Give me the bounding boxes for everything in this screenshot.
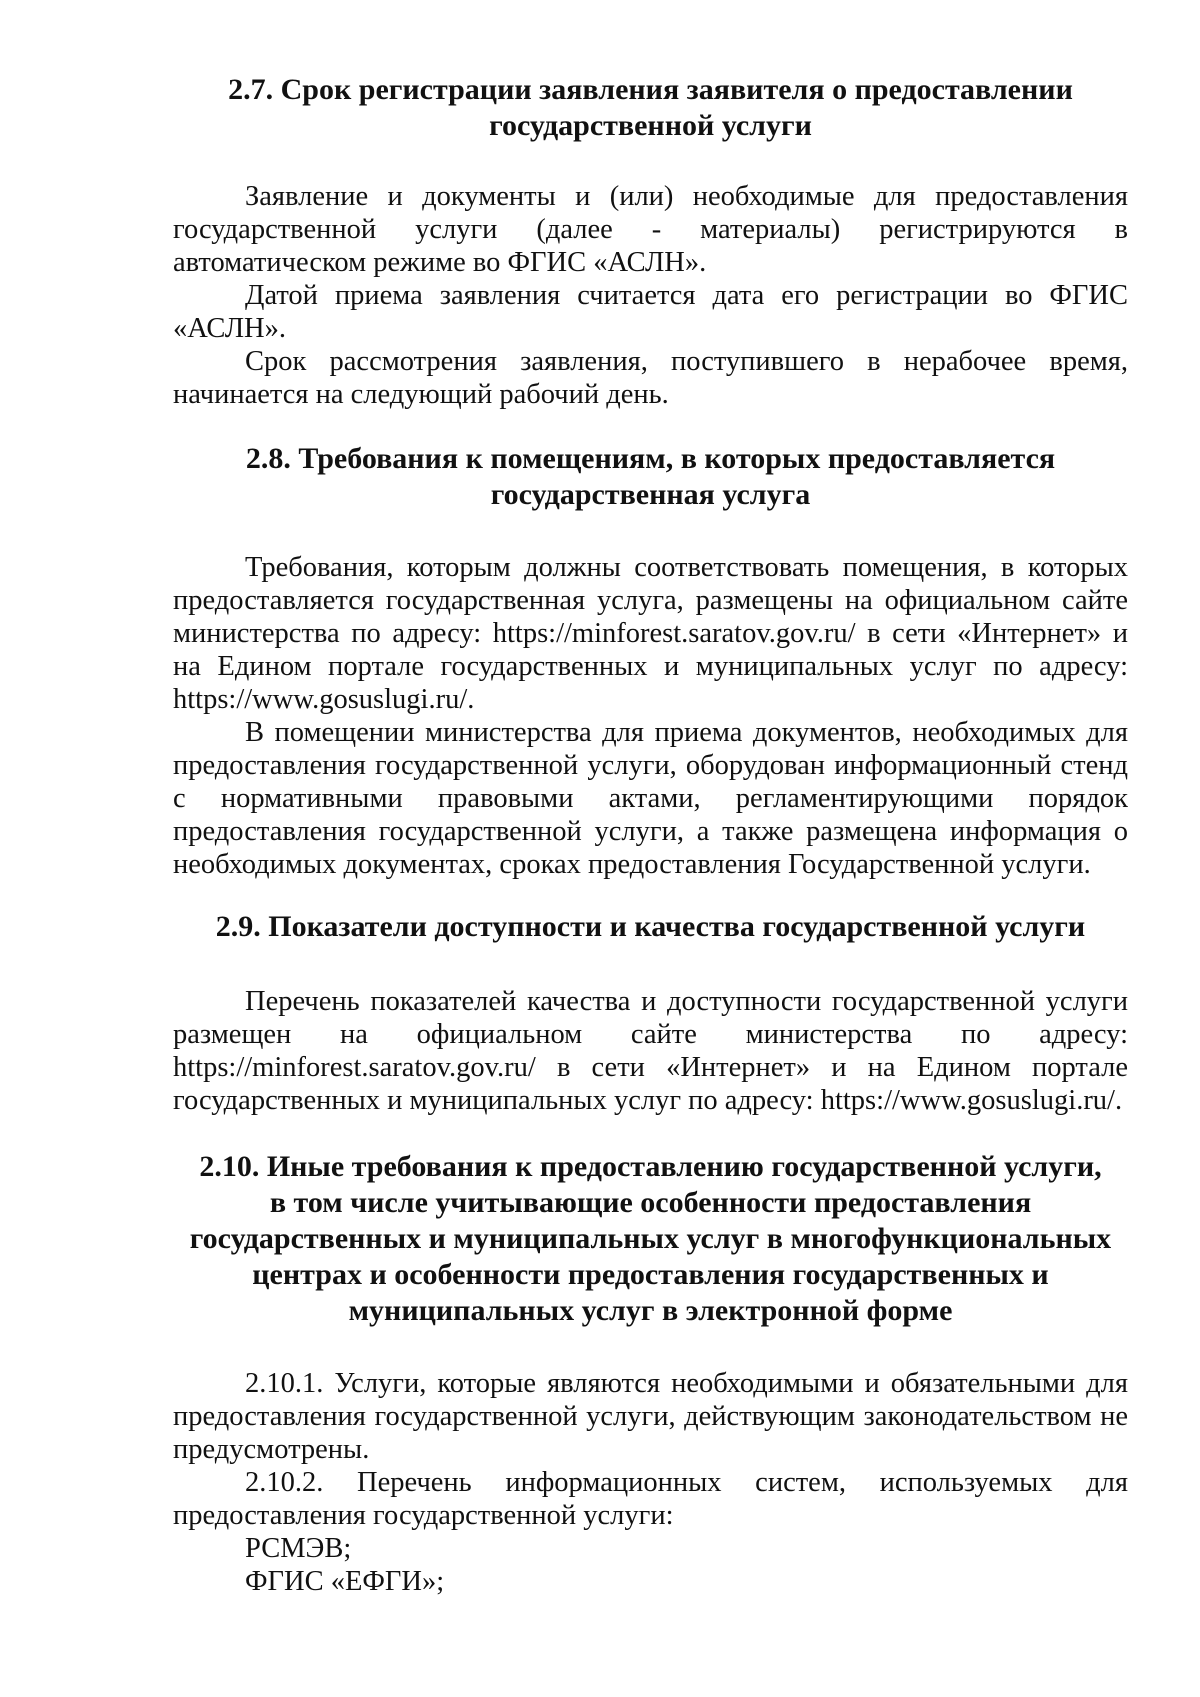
paragraph: Срок рассмотрения заявления, поступившего в нерабочее время, начинается на следующий рабочий день. — [173, 346, 1128, 410]
list-item: ФГИС «ЕФГИ»; — [245, 1566, 445, 1597]
heading-line: центрах и особенности предоставления государственных и — [252, 1258, 1049, 1291]
heading-line: 2.8. Требования к помещениям, в которых предоставляется — [245, 442, 1056, 475]
section-heading — [173, 909, 1128, 945]
section-2-8 — [173, 441, 1128, 881]
paragraph: 2.10.1. Услуги, которые являются необходимыми и обязательными для предоставления государственной услуги, действующим законодательством не предусмотрены. — [173, 1368, 1128, 1465]
heading-line: в том числе учитывающие особенности предоставления — [269, 1186, 1032, 1219]
section-2-9 — [173, 909, 1128, 1117]
heading-line: государственной услуги — [489, 109, 812, 142]
heading-line: 2.10. Иные требования к предоставлению государственной услуги, — [199, 1150, 1102, 1183]
heading-line: 2.7. Срок регистрации заявления заявителя о предоставлении — [228, 73, 1073, 106]
heading-line: государственная услуга — [490, 478, 811, 511]
paragraph: В помещении министерства для приема документов, необходимых для предоставления государственной услуги, оборудован информационный стенд с нормативными правовыми актами, регламентирующими порядок предоставления государственной услуги, а также размещена информация о необходимых документах, сроках предоставления Государственной услуги. — [173, 717, 1128, 880]
heading-line: муниципальных услуг в электронной форме — [348, 1294, 953, 1327]
document-body — [173, 72, 1128, 1598]
paragraph: Датой приема заявления считается дата его регистрации во ФГИС «АСЛН». — [173, 280, 1128, 344]
section-heading — [173, 1149, 1128, 1329]
section-heading — [173, 441, 1128, 513]
paragraph: 2.10.2. Перечень информационных систем, используемых для предоставления государственной услуги: — [173, 1467, 1128, 1531]
section-2-10 — [173, 1149, 1128, 1598]
list-item: РСМЭВ; — [245, 1533, 352, 1564]
heading-line: государственных и муниципальных услуг в многофункциональных — [189, 1222, 1112, 1255]
paragraph: Перечень показателей качества и доступности государственной услуги размещен на официальном сайте министерства по адресу: https://minforest.saratov.gov.ru/ в сети «Интернет» и на Едином портале государственных и муниципальных услуг по адресу: https://www.gosuslugi.ru/. — [173, 986, 1128, 1116]
paragraph: Заявление и документы и (или) необходимые для предоставления государственной услуги (далее - материалы) регистрируются в автоматическом режиме во ФГИС «АСЛН». — [173, 181, 1128, 278]
section-2-7 — [173, 72, 1128, 411]
heading-line: 2.9. Показатели доступности и качества государственной услуги — [215, 910, 1086, 943]
paragraph: Требования, которым должны соответствовать помещения, в которых предоставляется государственная услуга, размещены на официальном сайте министерства по адресу: https://minforest.saratov.gov.ru/ в сети «Интернет» и на Едином портале государственных и муниципальных услуг по адресу: https://www.gosuslugi.ru/. — [173, 552, 1128, 715]
section-heading — [173, 72, 1128, 144]
